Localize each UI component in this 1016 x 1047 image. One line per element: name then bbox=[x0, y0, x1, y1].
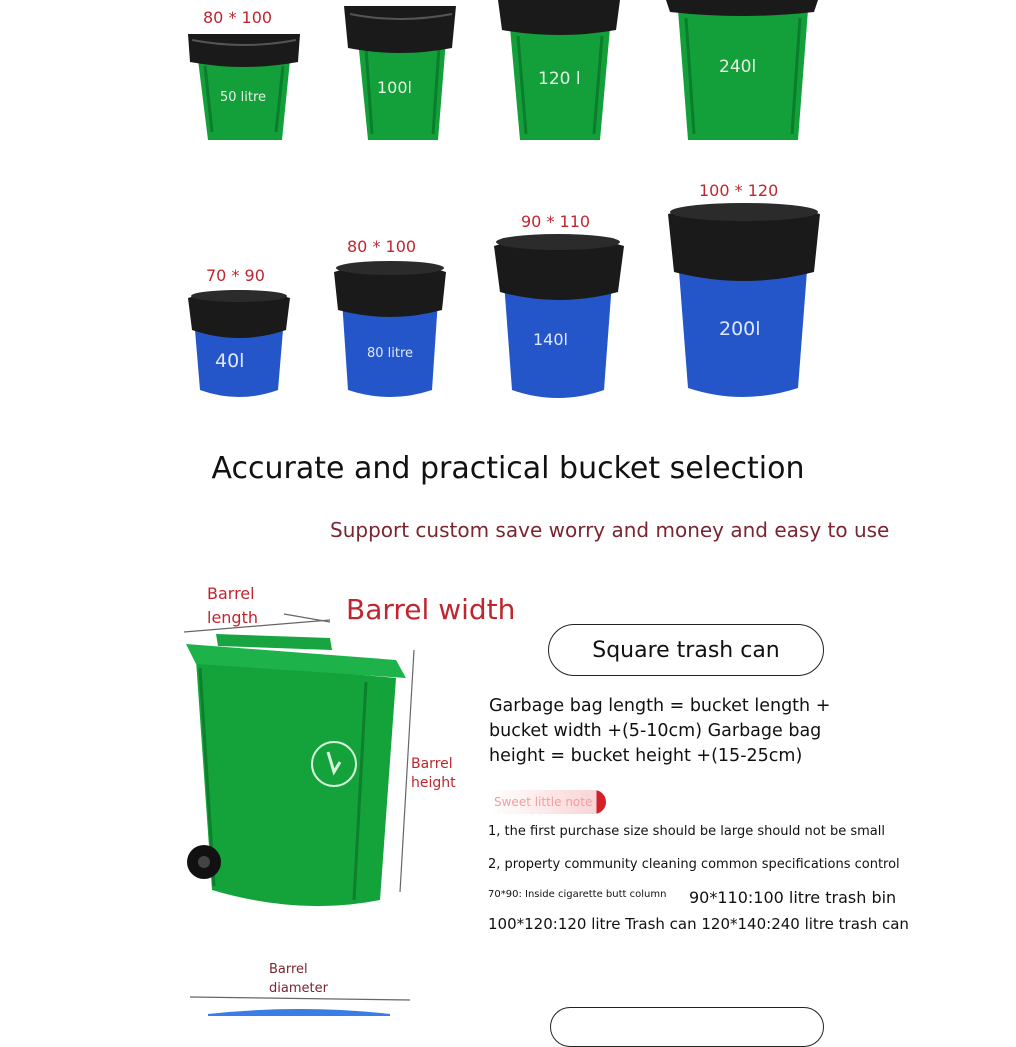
blue-bin-80 bbox=[334, 261, 446, 397]
bin-volume-label: 140l bbox=[533, 330, 568, 349]
barrel-diameter-label: Barrel diameter bbox=[269, 962, 328, 996]
tip-line-1: 1, the first purchase size should be large should not be small bbox=[488, 824, 885, 839]
round-bin-top-diagram bbox=[180, 990, 420, 1016]
bin-volume-label: 80 litre bbox=[367, 346, 414, 361]
barrel-length-label: Barrel length bbox=[207, 584, 258, 627]
bin-size-label: 70 * 90 bbox=[206, 266, 265, 285]
blue-bin-140 bbox=[494, 234, 624, 398]
barrel-width-label: Barrel width bbox=[346, 593, 516, 626]
page-subheadline: Support custom save worry and money and easy to use bbox=[330, 518, 890, 542]
bin-volume-label: 100l bbox=[377, 78, 412, 97]
round-trash-can-title-frame bbox=[550, 1007, 824, 1047]
tip-line-2: 2, property community cleaning common specifications control bbox=[488, 857, 900, 872]
tip-line-3b: 90*110:100 litre trash bin bbox=[689, 888, 897, 907]
bin-volume-label: 40l bbox=[215, 350, 245, 372]
bin-size-label: 80 * 100 bbox=[347, 237, 417, 256]
sweet-note-tag: Sweet little note bbox=[490, 790, 606, 814]
bin-volume-label: 50 litre bbox=[220, 90, 267, 105]
green-bin-50 bbox=[188, 34, 300, 140]
barrel-height-label: Barrel height bbox=[411, 756, 456, 791]
bag-size-formula: Garbage bag length = bucket length + bucket width +(5-10cm) Garbage bag height = bucket height +(15-25cm) bbox=[489, 696, 831, 766]
page-headline: Accurate and practical bucket selection bbox=[211, 451, 805, 486]
square-trash-can-title: Square trash can bbox=[548, 624, 824, 676]
bin-volume-label: 120 l bbox=[538, 69, 581, 89]
tip-line-3a: 70*90: Inside cigarette butt column bbox=[488, 889, 667, 900]
bin-size-label: 80 * 100 bbox=[203, 8, 273, 27]
blue-bin-200 bbox=[668, 203, 820, 397]
bin-size-label: 90 * 110 bbox=[521, 212, 591, 231]
wheelie-bin-diagram bbox=[170, 600, 430, 920]
blue-bin-40 bbox=[188, 290, 290, 397]
green-bin-100 bbox=[344, 6, 456, 140]
bin-volume-label: 200l bbox=[719, 318, 761, 340]
bin-size-label: 100 * 120 bbox=[699, 181, 779, 200]
tip-line-4: 100*120:120 litre Trash can 120*140:240 litre trash can bbox=[488, 915, 909, 933]
bins-illustration bbox=[0, 0, 1016, 420]
bin-volume-label: 240l bbox=[719, 57, 757, 77]
